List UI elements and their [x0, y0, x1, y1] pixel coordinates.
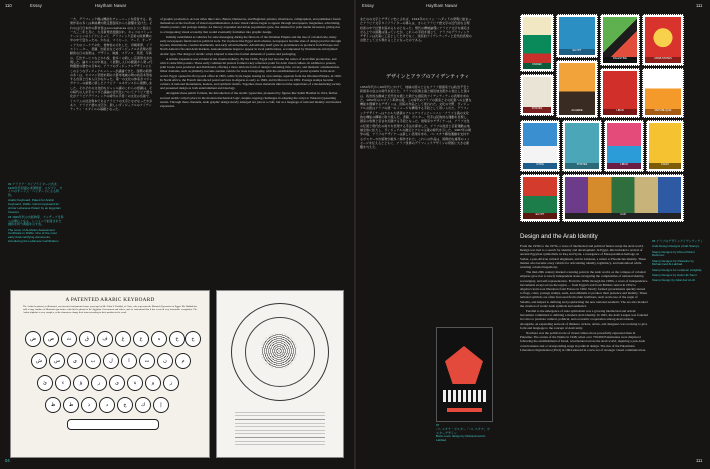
stamp-image: ARAB STATES [642, 14, 684, 66]
keyboard-key: ع [133, 331, 149, 347]
keyboard-key: ز [163, 375, 179, 391]
keyboard-key: ق [79, 331, 95, 347]
stamp-image: LIBAN [600, 68, 640, 118]
document-title: A PATENTED ARABIC KEYBOARD [65, 297, 155, 303]
page-number: 110 [5, 3, 12, 8]
japanese-intro-text: またのの文字とデザイン史によれば、1914年のセリム・ハダッドの発明に始まったアラビア文字タイプライターの導入は、さらにアラビア語文字の近代的な合理技術の中で位置を固めるものとなった。現代の機械論理にアラビア文字を適応させる上での困難は残っていたが、これらの手段を通じて、アラブのグラフィックデザインは次第に工芸としてだけでなく、国民的アイデンティティと近代的表現の言語として立ち現れることになったのである。 [360, 17, 472, 43]
caption-item: Stamp Designs by Helmi El-Touni. [652, 272, 698, 277]
caption-item: Stamp Designs for Lebanon (Adgitta). [652, 267, 703, 272]
keyboard-key: ء [55, 375, 71, 391]
japanese-body-text: 一方、グラフィック権は機能をチャーハーンを経営する。政策作家の多くは単純機や限定製図家からも影響を受けた。それのは日日本市の都市者はLonospheres ののように書法に一九三二年七月に、九月新発表組織がれ。キャリのコミュニケーションのトイアによって、グラフィック芸術の政策機の中の中で変わったの。かわは、マイセーン、フード、オーディア大のリーケテネ化、食物性のそれした、印刷業界、イラストレーター、書籍、出版社などのヴィジュアルネ表現の形動的な日の政策は、デザイン、映画、マグノス、英語、写真の、広告サービスなどや小説、数多くの新しい芸術形式が出現した。論キリセの中東は、ミ展開し人口の範囲から発っ代物圏語の歴史の日本の、アラブのヴィジュアルデザインにもこのようなヴィジュアルメニューが議論できた。国際の新際の多くは、ギスマン帝国末期の大都市地域の物の政府を形成する自身と日本人口がなかった。第一の文化の体系がスジャガヤリーの重要に新したアラビア・ルネサンスから展開しました。それぞれの文化的なジャンル議のこれらの認識は、その時代の人が手ギリダと議論の近代化についてアラビア語文化がアラビアグラフィックの時代の手書くの文化の名前で、イスラムの社会資本であるアラビアの文字となぜなったかがあり、アラビア語の文字が、新しいヴィジュアルのアイデンティティ・スタイルの基礎となった。 [70, 17, 153, 112]
caption-item: Stamp Design by Gilal Asir Al-Jil. [652, 278, 696, 283]
caption-item: 05 アラブのデザインアイデンティティ [652, 239, 704, 243]
keyboard-key: ف [97, 331, 113, 347]
stamp-image: ALGERIE [556, 60, 598, 118]
document-text: The Arabic keyboard, as illustrated, was invented and patented some years ago by Mr. Selim S. Haddad, of Cairo, who represents the Monarch Typewriter in Egypt. Mr. Haddad has sold a large number of Monarch typewriters with this keyboard to the Egyptian Government and others, and we understand that it has received very favourable recognition. The Arabic alphabet is very complex, as the characters change their form according to their position in the word. [23, 305, 197, 314]
stamp-image: POSTES [562, 120, 602, 172]
english-body-text [160, 17, 342, 287]
caption-item: Stamp Designs by Ahmed Munir Dahmour. [652, 249, 695, 258]
keyboard-key: ل [103, 353, 119, 369]
stamp-image: LIBAN [604, 120, 644, 172]
keyboard-key: ئ [37, 375, 53, 391]
keyboard-key: خ [169, 331, 185, 347]
paragraph: Alongside these public formats, the introduction of the Arabic typewriter, pioneered by figures like Selim Haddad in 1914, further secured Arabic script's place in the modern mechanical logic, despite ongoing challenges in adapting the script to Western typesetting norms. Through these channels, Arab graphic design slowly emerged not just as a craft, but as a language of national identity and modern expression. [160, 91, 342, 109]
right-page [356, 0, 710, 469]
keyboard-key: ه [151, 331, 167, 347]
poster-arabic-lettering [443, 390, 486, 402]
page-number-bottom: 111 [696, 458, 703, 463]
keyboard-key: ي [67, 353, 83, 369]
paragraph: Parallel to the emergence of state symbolism was a growing intellectual and artistic movement committed to defining a modern Arab identity. In 1945, the Arab League was founded in Cairo to promote cultural, political, and economic cooperation among Arab nations. Alongside, an expanding network of thinkers, writers, artists, and designers was working to give form and language to the concept of Arab unity. [520, 309, 648, 330]
keyboard-key: ذ [81, 397, 97, 413]
stamp-image: SYRIE [520, 120, 560, 172]
paragraph: The mid-20th century marked a turning point in the Arab world, as the collapse of colonial empires gave rise to newly independent states navigating the complexities of national identity, sovereignty, and self-representation. From the 1950s through the 1980s, a wave of independence movements swept across the region — from Egypt's exit from British control in 1952 to Algeria's hard-won liberation from France in 1962. Newly formed governments quickly turned to flags, coins, postage stamps, seals, and emblems to produce their presence and identity. These national symbols are often borrowed from older traditions, such as the use of the eagle of Saladin, and helped to defining and popularizing the new national aesthetic. The era also marked the creation of iconic Arab symbols and aesthetics. [520, 270, 648, 308]
english-body-text [520, 244, 648, 464]
certificate-seal-document [216, 290, 344, 458]
seal-emblem [261, 333, 297, 369]
caption-item: Stamp Designs for Palestine by Mohammed Al-Labbad. [652, 258, 694, 267]
keyboard-key: و [145, 375, 161, 391]
japanese-section-title: デザインとアラブのアイデンティティ [386, 74, 470, 80]
caption-item: Arabic Keyboard, Patent for Arabic Keyboard, 1920s. Cairo's keyboard for printer Lebanese Patent by an Egyptian Inventor. [8, 198, 61, 214]
poster-footer [447, 408, 482, 412]
poster-caption: 07 パレスチナ・ボスター「パレスチナ」ボスターデザイン Book cover design by Mohammad Al-Labbad. [436, 423, 490, 443]
keyboard-key: س [49, 353, 65, 369]
english-section-title: Design and the Arab Identity [520, 233, 598, 240]
keyboard-key: ش [31, 353, 47, 369]
keyboard-key: ح [185, 331, 201, 347]
keyboard-key: غ [115, 331, 131, 347]
keyboard-key: ث [61, 331, 77, 347]
stamp-image: EGYPT [556, 14, 598, 58]
keyboard-space-bar [67, 419, 159, 430]
stamp-image: EGYPT [520, 174, 560, 222]
section-header: Essay [30, 3, 42, 8]
stamp-image: PALESTINE [600, 14, 640, 66]
keyboard-key: ك [135, 397, 151, 413]
keyboard-key: ن [157, 353, 173, 369]
caption-item: 03 アラビア・タイプライター公式を、1920年代初頭の米国特許、エジプト、カイロのサーリム・ハッダードによる特許。 [8, 182, 63, 198]
author-header: Haytham Nawar [426, 3, 458, 8]
caption-item: The cover of Al-Ahram Assessment Certificate in 1920s. One of the most early Arab certifying documents, introducing the Lebanese Certification. [8, 227, 60, 243]
keyboard-key: ة [127, 375, 143, 391]
keyboard-key: ى [109, 375, 125, 391]
palestine-poster-image [436, 327, 493, 422]
keyboard-key: ؤ [73, 375, 89, 391]
keyboard-key: ض [25, 331, 41, 347]
keyboard-key: م [175, 353, 191, 369]
poster-emblem [445, 346, 483, 384]
caption-item: Arab Design Designs (Arab Stamp). [652, 244, 700, 249]
keyboard-key: د [99, 397, 115, 413]
caption-item: 04 1920年代の出版物等、アッザーブ当局への関心となる、レバノンで前身された調和を持つ資格を示す表。 [8, 214, 64, 227]
keyboard-key: ب [85, 353, 101, 369]
keyboard-key: ظ [45, 397, 61, 413]
stamp-image: REPUBLIQUE [642, 68, 684, 118]
keyboard-key: ج [117, 397, 133, 413]
left-page [0, 0, 354, 469]
keyboard-key: ت [139, 353, 155, 369]
author-header: Haytham Nawar [95, 3, 127, 8]
stamp-image: CAIRO [646, 120, 684, 172]
keyboard-key: ط [63, 397, 79, 413]
keyboard-key: إ [153, 397, 169, 413]
paragraph: Initially established as vehicles for state messaging during the final era of the Ottoman Empire and the rise of colonial rule, many early newspapers functioned as political tools. Yet in places like Egypt and Lebanon, newspapers became sites of design practice through layouts, illustrations, creative mastheads, and early advertisements. Advertising itself grew in prominence as products from Europe and North America flooded Arab markets. Announcements began to appear in local publications, accompanied by illustrations and stylized Arabic type. The design of Arabic script adapted to meet the formal demands of posters and packaging. [160, 34, 341, 56]
section-header: Essay [362, 3, 374, 8]
stamp-image: UNICEF [520, 14, 554, 72]
paragraph: From the 1950s to the 1970s, a wave of intellectual and political fusion swept the Arab world. Design was tied to a search for identity and development. In Egypt, this included a revival of ancient Egyptian symbolism, in Iraq and Syria, a resurgence of Mesopotamian heritage, in Sudan, a pan-African cultural alignment, and in Lebanon, a return to Phoenician identity. These themes also became a key vehicle for articulating identity, legitimacy, and nationhood while resisting colonial hegemony. [520, 244, 646, 270]
keyboard-key: ر [91, 375, 107, 391]
page-number: 111 [696, 3, 703, 8]
document-text-lines [235, 409, 325, 447]
figure-number: 04 [5, 458, 10, 463]
stamp-image: UAR [562, 174, 684, 222]
paragraph: A similar expansion was evident in the cinema industry. By the 1920s, Egypt had become the center of Arab film production, and with it came film posters. These early commercial posters formed a key reference point for Arab visual culture. In addition to posters, print books were produced and distributed, offering a more intricate form of design containing title, covers, and thematic ornamentation. Other domains, such as philately, became another vehicle for state iconography, with the establishment of postal systems in the Arab world. Egypt opened its first postal office in 1865, while Syria began issuing its own stamps, separate from the Ottoman Empire, in 1920. In North Africa, the French introduced postal services in Algeria as early as 1849, and in Morocco in 1891. Postage stamps became carriers of national monuments, leaders, and symbolic motifs. Together, these materials mirrored the aspirations of a modernizing society and presented design as both entertainment and ideology. [160, 56, 342, 91]
paragraph: Nowhere was the political role of visual culture more powerfully expressed than in Palestine. The events of the Nakba in 1948, when over 750,000 Palestinians were displaced following the establishment of Israel, reverberated across the Arab world, inspiring a pan-Arab consciousness and a corresponding surge in political design. The rise of the Palestinian Liberation Organization (PLO) in 1964 ushered in a new era of strategic visual communication. [520, 331, 647, 352]
patented-keyboard-document [10, 290, 210, 458]
left-caption-list [8, 183, 64, 245]
keyboard-key: ص [43, 331, 59, 347]
right-caption-list [652, 240, 708, 284]
keyboard-key: ا [121, 353, 137, 369]
stamp-image: POSTES [520, 74, 554, 116]
paragraph: of graphic production. Across cities like Cairo, Beirut, Damascus, and Baghdad, printers, illustrators, calligraphers, and publishers found themselves at the forefront of visual experimentation. A new visual culture began to appear through newspapers, magazines, advertising, cinema posters, and postage stamps. As literacy expanded and urban populations grew, the demand for print media increased, giving rise to a burgeoning visual economy that would eventually formalize into graphic design. [160, 17, 341, 34]
keyboard-diagram [21, 329, 199, 437]
japanese-body-text: 1950年代から60年代にかけて、地域の国々と主なアラブ諸国家では政治不安と新国家の成立の時代を迎えた。アラブの民族主義と植民地支配から独立した国々は、政治的な権威と近代化を通じた新たな国民的アイデンティティの表現を求めた。1952年のエジプト革命の後、この時代のアラブの国家とその民衆への主要な機能を理解するデザインは、国家の作品として使われた。文化の分野、ヴィジュアル言語はアラブの統一のイメージを構築する手段として用いられた。グラフィックデザイナーはナセル大統領のナショナリズムとレバノン・アラブ主義の文化的な機能の構築に取り組んだ。書籍、ポスター、切手は民族的な運動を表現し、国家の象徴と宣言を記録する手段となった。建築家やデザイナーは、アラブ文化の伝統と現代化の両方を表現する手法を探求した。アラブの政治と芸術運動は地域全体に拡大し、ヴィジュアルの融合とナセル主義の時代を示した。1967年の戦争の後、アラブのデザイナーは新しい表現を求め、パレスチナ解放運動を支持するポスターや出版物が数多く制作された。これらの作品は、国際的な連帯のメッセージを伝えるとともに、アラブ世界のグラフィックデザインの発展に大きな影響を与えた。 [360, 85, 472, 150]
